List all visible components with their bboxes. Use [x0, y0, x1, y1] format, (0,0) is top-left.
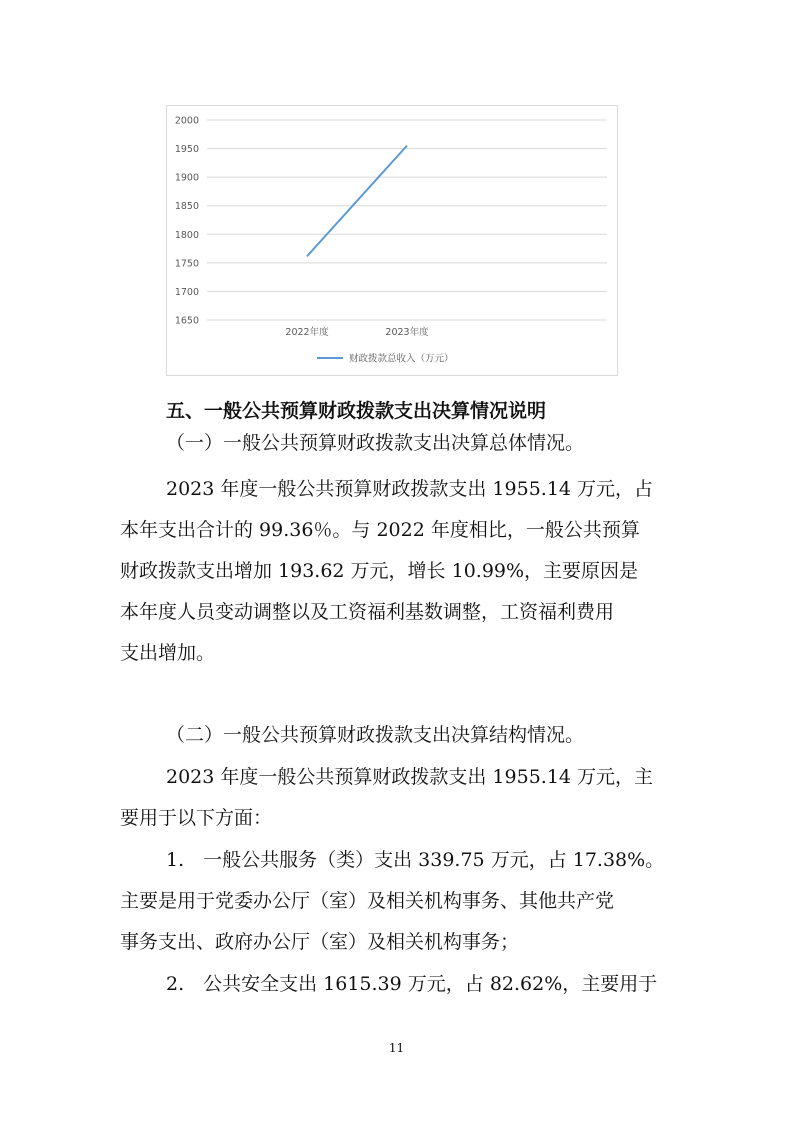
- legend-label: 财政拨款总收入（万元）: [349, 353, 454, 365]
- y-tick-label: 1650: [174, 315, 199, 327]
- list-item: 1. 一般公共服务（类）支出 339.75 万元，占 17.38%。: [166, 849, 665, 871]
- x-tick-label: 2022年度: [285, 327, 329, 338]
- y-tick-label: 1800: [174, 229, 199, 241]
- section-heading: 五、一般公共预算财政拨款支出决算情况说明: [166, 400, 547, 422]
- y-tick-label: 1750: [174, 258, 199, 270]
- subheading-overall: （一）一般公共预算财政拨款支出决算总体情况。: [166, 432, 585, 454]
- y-tick-label: 2000: [174, 115, 199, 127]
- series-line: [307, 146, 407, 257]
- subheading-structure: （二）一般公共预算财政拨款支出决算结构情况。: [166, 724, 585, 746]
- paragraph-line: 2023 年度一般公共预算财政拨款支出 1955.14 万元，主: [166, 766, 654, 788]
- line-chart: [166, 105, 618, 376]
- paragraph-line: 财政拨款支出增加 193.62 万元，增长 10.99%，主要原因是: [120, 560, 639, 582]
- y-tick-label: 1900: [174, 172, 199, 184]
- paragraph-line: 支出增加。: [120, 642, 216, 664]
- chart-canvas: [167, 106, 619, 377]
- y-tick-label: 1950: [174, 144, 199, 156]
- list-item: 2. 公共安全支出 1615.39 万元，占 82.62%，主要用于: [166, 973, 658, 995]
- x-tick-label: 2023年度: [385, 327, 429, 338]
- paragraph-line: 2023 年度一般公共预算财政拨款支出 1955.14 万元，占: [166, 478, 654, 500]
- paragraph-line: 本年支出合计的 99.36％。与 2022 年度相比，一般公共预算: [120, 519, 640, 541]
- y-tick-label: 1850: [174, 201, 199, 213]
- paragraph-line: 主要是用于党委办公厅（室）及相关机构事务、其他共产党: [120, 890, 615, 912]
- paragraph-line: 事务支出、政府办公厅（室）及相关机构事务；: [120, 931, 520, 953]
- paragraph-line: 本年度人员变动调整以及工资福利基数调整，工资福利费用: [120, 601, 615, 623]
- y-tick-label: 1700: [174, 286, 199, 298]
- page-number: 11: [388, 1041, 405, 1055]
- paragraph-line: 要用于以下方面：: [120, 807, 273, 829]
